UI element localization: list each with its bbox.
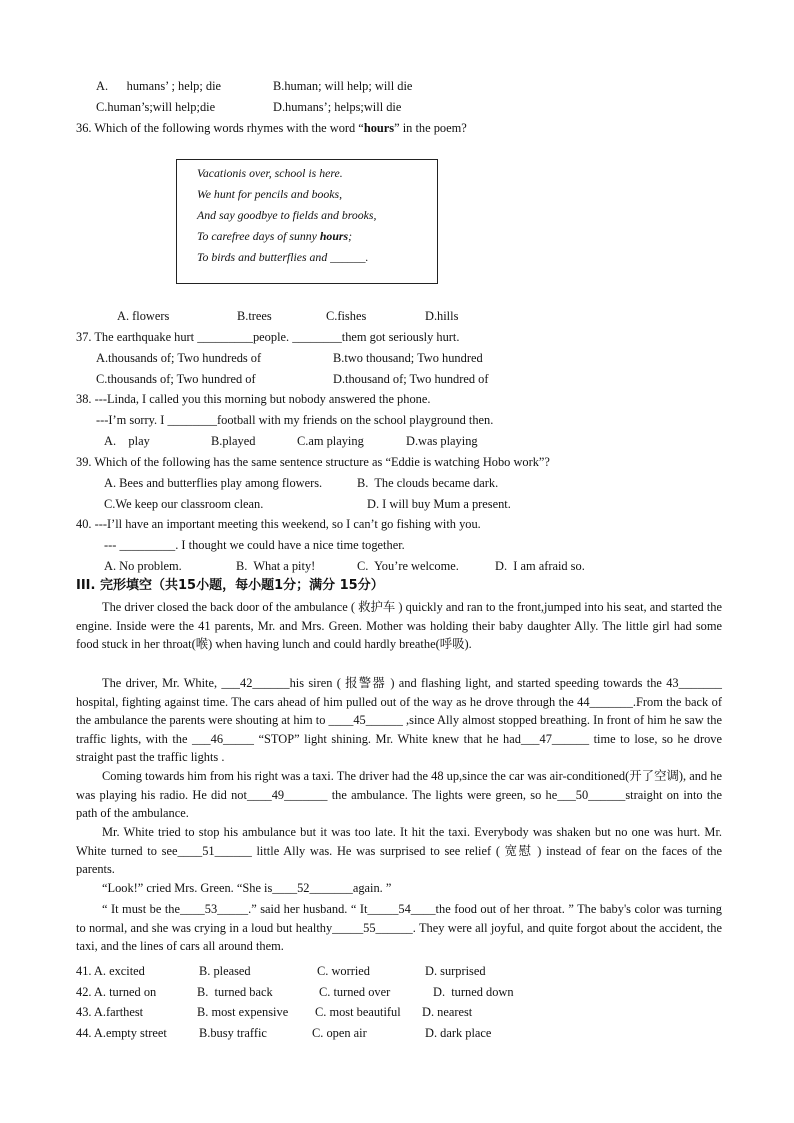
poem-line-3: And say goodbye to fields and brooks, — [197, 208, 377, 222]
choice-43-c: C. most beautiful — [315, 1005, 401, 1019]
choice-42-label: 42. — [76, 985, 92, 999]
poem-box — [176, 159, 438, 284]
q36-stem-bold: hours — [363, 121, 395, 135]
choice-41-b: B. pleased — [199, 964, 251, 978]
q40-option-c: C. You’re welcome. — [357, 559, 459, 573]
q38-stem-2: ---I’m sorry. I ________football with my friends on the school playground then. — [96, 413, 494, 427]
q36-stem-pre: 36. Which of the following words rhymes with the word “ — [76, 121, 364, 135]
q40-stem-2: --- _________. I thought we could have a nice time together. — [104, 538, 405, 552]
q40-option-d: D. I am afraid so. — [495, 559, 585, 573]
q36-option-a: A. flowers — [117, 309, 170, 323]
q38-option-d: D.was playing — [406, 434, 478, 448]
passage-paragraph-1 — [76, 598, 722, 654]
poem-line-1: Vacationis over, school is here. — [197, 166, 343, 180]
q37-option-b: B.two thousand; Two hundred — [333, 351, 483, 365]
passage-paragraph-5-text: “Look!” cried Mrs. Green. “She is____52_______again. ” — [102, 881, 392, 895]
choice-44-d: D. dark place — [425, 1026, 492, 1040]
choice-42-d: D. turned down — [433, 985, 514, 999]
poem-line-2: We hunt for pencils and books, — [197, 187, 343, 201]
passage-paragraph-3-text: Coming towards him from his right was a taxi. The driver had the 48 up,since the car was air-conditioned(开了空调), and he was playing his radio. He did not____49_______ the ambulance. The lights were green, so he___50______straight on into the path of the ambulance. — [76, 769, 722, 821]
q36-option-c: C.fishes — [326, 309, 367, 323]
poem-line-4-text: To carefree days of sunny — [197, 229, 320, 243]
q39-option-a: A. Bees and butterflies play among flowers. — [104, 476, 323, 490]
choice-43 — [76, 1004, 143, 1020]
q38-option-c: C.am playing — [297, 434, 364, 448]
q39-option-b: B. The clouds became dark. — [357, 476, 499, 490]
q37-option-d: D.thousand of; Two hundred of — [333, 372, 489, 386]
choice-41-d: D. surprised — [425, 964, 486, 978]
choice-42-a: A. turned on — [93, 985, 157, 999]
q38-option-b: B.played — [211, 434, 256, 448]
choice-43-a: A.farthest — [93, 1005, 144, 1019]
passage-paragraph-6 — [76, 900, 722, 956]
q39-option-c: C.We keep our classroom clean. — [104, 497, 264, 511]
choice-42-c: C. turned over — [319, 985, 391, 999]
choice-41-a: A. excited — [93, 964, 145, 978]
q37-option-a: A.thousands of; Two hundreds of — [96, 351, 262, 365]
poem-line-5: To birds and butterflies and ______. — [197, 250, 369, 264]
passage-paragraph-4 — [76, 823, 722, 879]
q38-stem-1: 38. ---Linda, I called you this morning but nobody answered the phone. — [76, 392, 431, 406]
passage-paragraph-1-text: The driver closed the back door of the ambulance ( 救护车 ) quickly and ran to the front,jumped into his seat, and started the engine. Inside were the 41 parents, Mr. and Mrs. Green. Mother was holding their baby daughter Ally. The little girl had some food stuck in her throat(喉) when having lunch and could hardly breathe(呼吸). — [76, 600, 722, 652]
passage-paragraph-2-text: The driver, Mr. White, ___42______his siren ( 报警器 ) and flashing light, and started speeding towards the 43_______ hospital, fighting against time. The cars ahead of him pulled out of the way as he drove through the 44_______.From the back of the ambulance the parents were shouting at him to ____45______ ,since Ally almost stopped breathing. In front of him he saw the traffic lights, with the ___46_____ “STOP” light shining. Mr. White knew that he had___47______ time to lose, so he drove straight past the traffic lights . — [76, 676, 722, 765]
q35-option-a: A. humans’ ; help; die — [96, 79, 222, 93]
choice-43-label: 43. — [76, 1005, 92, 1019]
q36-stem-post: ” in the poem? — [394, 121, 467, 135]
choice-41-c: C. worried — [317, 964, 370, 978]
choice-43-b: B. most expensive — [197, 1005, 289, 1019]
choice-44-a: A.empty street — [93, 1026, 167, 1040]
choice-41-label: 41. — [76, 964, 92, 978]
q35-option-c: C.human’s;will help;die — [96, 100, 216, 114]
q40-stem-1: 40. ---I’ll have an important meeting this weekend, so I can’t go fishing with you. — [76, 517, 481, 531]
passage-paragraph-3 — [76, 767, 722, 823]
section-title-cloze: III. 完形填空（共15小题，每小题1分；满分 15分） — [76, 578, 384, 593]
passage-paragraph-2 — [76, 674, 722, 767]
q37-stem: 37. The earthquake hurt _________people. ________them got seriously hurt. — [76, 330, 460, 344]
q37-option-c: C.thousands of; Two hundred of — [96, 372, 256, 386]
q36-option-d: D.hills — [425, 309, 459, 323]
poem-bold-word: hours — [319, 229, 349, 243]
q39-stem: 39. Which of the following has the same sentence structure as “Eddie is watching Hobo work”? — [76, 455, 550, 469]
choice-44-label: 44. — [76, 1026, 92, 1040]
choice-41 — [76, 963, 145, 979]
choice-44-b: B.busy traffic — [199, 1026, 267, 1040]
choice-42-b: B. turned back — [197, 985, 273, 999]
q35-option-d: D.humans’; helps;will die — [273, 100, 402, 114]
passage-paragraph-6-text: “ It must be the____53_____.” said her husband. “ It_____54____the food out of her throat. ” The baby's color was turning to normal, and she was crying in a loud but healthy_____55______. They were all joyful, and quite forgot about the accident, the taxi, and the lines of cars all around them. — [76, 902, 722, 954]
q36-option-b: B.trees — [237, 309, 272, 323]
q36-stem — [76, 120, 467, 136]
q38-option-a: A. play — [104, 434, 150, 448]
passage-paragraph-4-text: Mr. White tried to stop his ambulance but it was too late. It hit the taxi. Everybody was shaken but no one was hurt. Mr. White turned to see____51______ little Ally was. He was surprised to see relief ( 宽慰 ) instead of fear on the faces of the parents. — [76, 825, 722, 877]
poem-line-4 — [197, 229, 352, 243]
q35-option-b: B.human; will help; will die — [273, 79, 413, 93]
q39-option-d: D. I will buy Mum a present. — [367, 497, 511, 511]
choice-43-d: D. nearest — [422, 1005, 473, 1019]
choice-44-c: C. open air — [312, 1026, 367, 1040]
poem-line-4-tail: ; — [348, 229, 353, 243]
q40-option-a: A. No problem. — [104, 559, 182, 573]
q40-option-b: B. What a pity! — [236, 559, 316, 573]
choice-42 — [76, 984, 156, 1000]
choice-44 — [76, 1025, 167, 1041]
passage-paragraph-5 — [76, 879, 722, 898]
